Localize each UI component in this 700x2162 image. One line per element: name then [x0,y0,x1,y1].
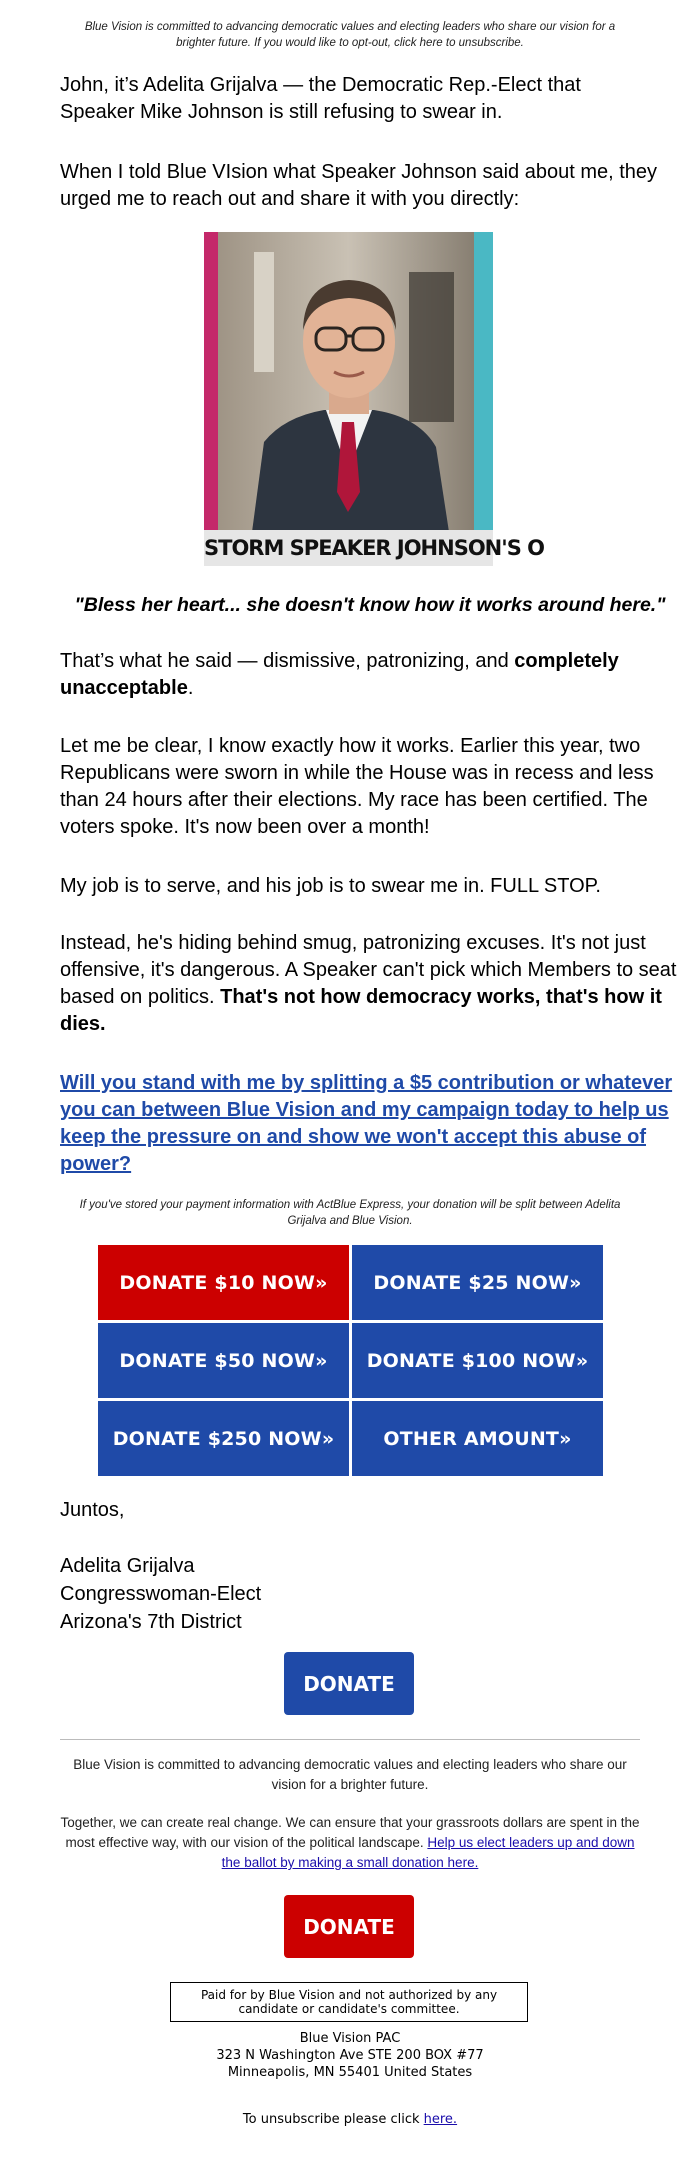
told-paragraph: When I told Blue VIsion what Speaker Johnson said about me, they urged me to reach out and share it with you directly: [60,161,658,210]
preheader-line-2[interactable]: brighter future. If you would like to opt-out, click here to unsubscribe. [176,37,524,49]
donate-10-button[interactable]: DONATE $10 NOW» [98,1245,349,1320]
actblue-disclaimer: If you've stored your payment information with ActBlue Express, your donation will be split between Adelita Grijalva and Blue Vision. [79,1199,621,1227]
instead-text: Instead, he's hiding behind smug, patronizing excuses. It's not just offensive, it's dangerous. A Speaker can't pick which Members to seat based on politics. [60,932,677,1008]
footer-together [60,1813,640,1873]
other-amount-button[interactable]: OTHER AMOUNT» [352,1401,603,1476]
pac-street: 323 N Washington Ave STE 200 BOX #77 [216,2048,484,2063]
paid-for-box: Paid for by Blue Vision and not authorized by any candidate or candidate's committee. [170,1982,528,2022]
said-suffix: . [187,677,194,699]
unsubscribe-text: To unsubscribe please click [242,2112,424,2127]
signoff-closing: Juntos, [60,1499,125,1521]
cta-link[interactable]: Will you stand with me by splitting a $5 contribution or whatever you can between Blue Vision and my campaign today to help us keep the pressure on and show we won't accept this abuse of power? [60,1072,673,1175]
clear-paragraph: Let me be clear, I know exactly how it works. Earlier this year, two Republicans were sworn in while the House was in recess and less than 24 hours after their elections. My race has been certified. The voters spoke. It's now been over a month! [60,735,654,838]
unsubscribe-link[interactable]: here. [423,2112,458,2127]
intro-paragraph: John, it’s Adelita Grijalva — the Democratic Rep.-Elect that Speaker Mike Johnson is still refusing to swear in. [60,74,581,123]
unsubscribe-line [60,2112,640,2127]
donate-grid [98,1245,603,1478]
pac-address [60,2030,640,2081]
speaker-johnson-photo [204,232,544,566]
pac-name: Blue Vision PAC [299,2031,401,2046]
donate-25-button[interactable]: DONATE $25 NOW» [352,1245,603,1320]
preheader-line-1: Blue Vision is committed to advancing democratic values and electing leaders who share our vision for a [84,21,616,33]
said-paragraph [60,648,680,702]
signoff-district: Arizona's 7th District [60,1611,242,1633]
photo-illustration [204,232,544,566]
said-bold: completely unacceptable [60,650,619,699]
footer-together-text: Together, we can create real change. We can ensure that your grassroots dollars are spent in the most effective way, with our vision of the political landscape. [60,1815,640,1850]
said-prefix: That’s what he said — dismissive, patronizing, and [60,650,515,672]
footer-divider [60,1739,640,1740]
job-paragraph: My job is to serve, and his job is to swear me in. FULL STOP. [60,875,601,897]
donate-250-button[interactable]: DONATE $250 NOW» [98,1401,349,1476]
signoff-name: Adelita Grijalva [60,1555,195,1577]
donate-button-red[interactable]: DONATE [284,1895,414,1958]
pac-city: Minneapolis, MN 55401 United States [227,2065,473,2080]
donate-button-blue[interactable]: DONATE [284,1652,414,1715]
donate-100-button[interactable]: DONATE $100 NOW» [352,1323,603,1398]
image-caption: STORM SPEAKER JOHNSON'S O [204,536,544,560]
preheader [60,19,640,51]
instead-bold: That's not how democracy works, that's how it dies. [60,986,662,1035]
footer-mission: Blue Vision is committed to advancing democratic values and electing leaders who share our vision for a brighter future. [73,1757,627,1792]
footer-donate-link[interactable]: Help us elect leaders up and down the ballot by making a small donation here. [221,1835,635,1870]
donate-50-button[interactable]: DONATE $50 NOW» [98,1323,349,1398]
signoff-title: Congresswoman-Elect [60,1583,262,1605]
instead-paragraph [60,930,680,1038]
pull-quote: "Bless her heart... she doesn't know how it works around here." [74,594,666,616]
